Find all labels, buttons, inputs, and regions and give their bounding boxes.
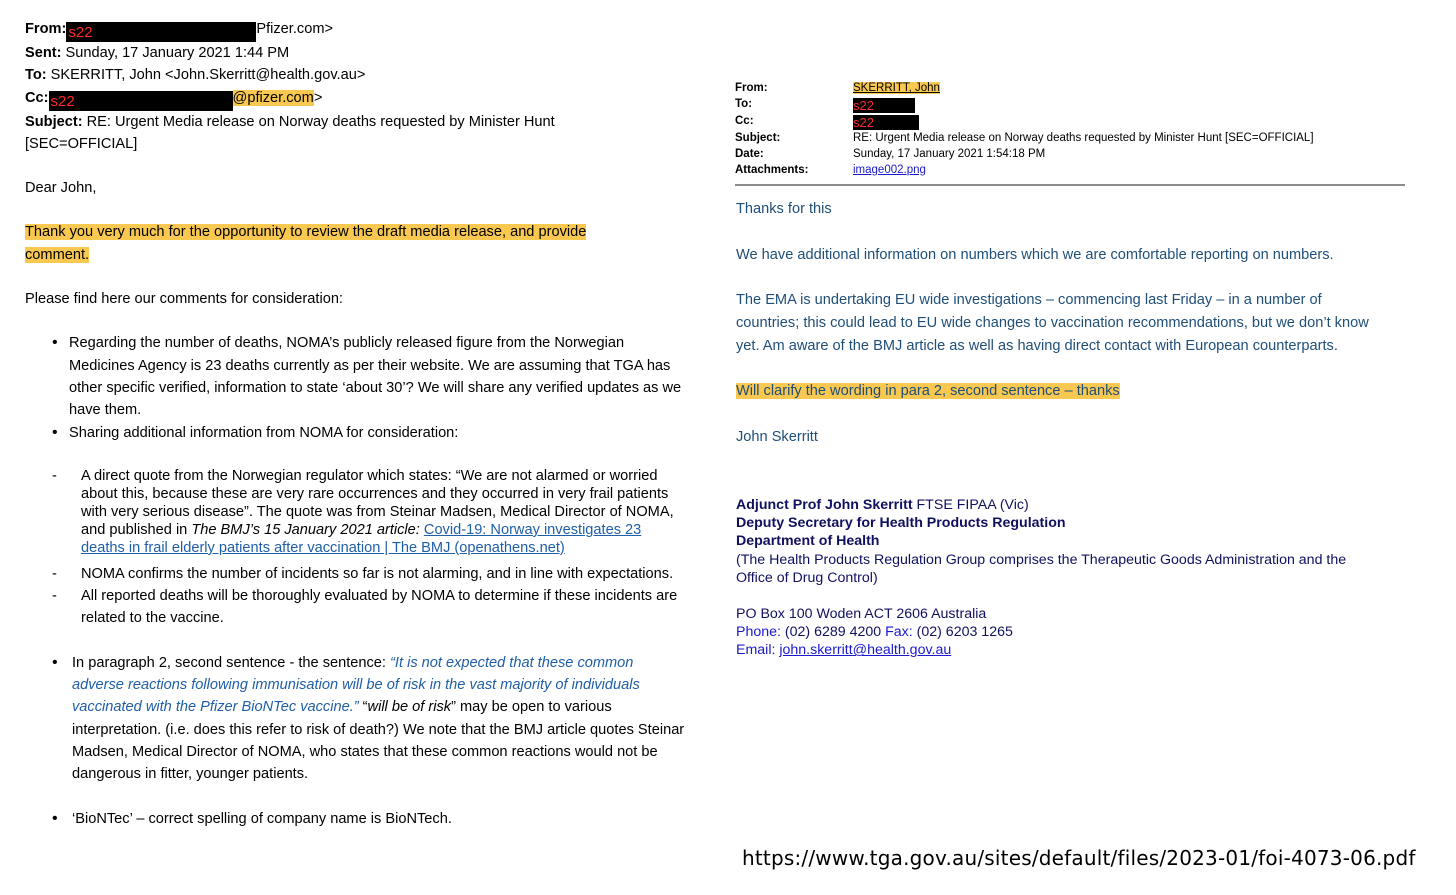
email-signature <box>736 496 1426 660</box>
header-divider <box>735 184 1405 186</box>
redaction-code: s22 <box>853 115 874 130</box>
subject-value: RE: Urgent Media release on Norway deaths requested by Minister Hunt [SEC=OFFICIAL] <box>853 132 1314 144</box>
cc-label: Cc: <box>25 89 49 106</box>
thanks-paragraph <box>25 221 685 266</box>
from-row <box>735 80 1415 96</box>
dash-text: NOMA confirms the number of incidents so far is not alarming, and in line with expectations. <box>81 565 674 582</box>
sent-label: Sent: <box>25 45 62 61</box>
subject-tag: [SEC=OFFICIAL] <box>25 135 138 152</box>
to-label: To: <box>25 67 47 84</box>
attachment-link[interactable]: image002.png <box>853 164 926 176</box>
sig-department: Department of Health <box>736 533 880 550</box>
redaction-box <box>853 115 919 130</box>
thanks-line-2: comment. <box>25 246 90 263</box>
date-label: Date: <box>735 148 764 160</box>
from-row <box>25 18 685 42</box>
sig-name-row <box>736 496 1426 514</box>
comment-list-2 <box>25 652 685 786</box>
redaction-box <box>853 98 915 113</box>
phone-label: Phone: <box>736 624 781 641</box>
sig-name: Adjunct Prof John Skerritt <box>736 497 913 513</box>
skerritt-email-body <box>736 198 1416 449</box>
sig-group-note: (The Health Products Regulation Group comprises the Therapeutic Goods Administration and the Office of Drug Control) <box>736 551 1347 586</box>
body-ema: The EMA is undertaking EU wide investigations – commencing last Friday – in a number of countries; this could lead to EU wide changes to vaccination recommendations, but we don’t know yet. Am aware of the BMJ article as well as having direct contact with European counterparts. <box>736 292 1369 354</box>
sig-phone-row <box>736 623 1426 641</box>
signoff: John Skerritt <box>736 428 818 445</box>
source-url: https://www.tga.gov.au/sites/default/files/2023-01/foi-4073-06.pdf <box>742 846 1416 870</box>
redaction-code: s22 <box>68 24 93 41</box>
body-numbers: We have additional information on numbers which we are comfortable reporting on numbers. <box>736 246 1334 263</box>
list-item: • ‘BioNTec’ – correct spelling of company name is BioNTech. <box>25 808 685 830</box>
sig-title: Deputy Secretary for Health Products Regulation <box>736 515 1066 532</box>
comment-list-3 <box>25 808 685 830</box>
email-header <box>25 18 685 155</box>
attachments-label: Attachments: <box>735 164 809 176</box>
dash-text: All reported deaths will be thoroughly evaluated by NOMA to determine if these incidents are related to the vaccine. <box>81 588 678 627</box>
bullet-text: In paragraph 2, second sentence - the sentence: <box>72 654 391 671</box>
dash-item <box>25 585 685 630</box>
to-row <box>25 64 685 86</box>
subject-label: Subject: <box>735 132 781 144</box>
from-label: From: <box>25 21 67 37</box>
cc-row <box>25 87 685 111</box>
subject-label: Subject: <box>25 113 83 130</box>
sent-row <box>25 42 685 64</box>
dash-mark: - <box>52 467 57 484</box>
intro-line: Please find here our comments for consideration: <box>25 291 343 308</box>
date-row <box>735 146 1415 162</box>
article-reference: The BMJ’s 15 January 2021 article: <box>191 521 424 538</box>
redaction-code: s22 <box>853 98 874 113</box>
date-value: Sunday, 17 January 2021 1:54:18 PM <box>853 148 1046 160</box>
cc-tail: > <box>313 89 323 106</box>
list-item: • Sharing additional information from NOMA for consideration: <box>25 422 685 444</box>
cc-row <box>735 113 1415 130</box>
to-value: SKERRITT, John <John.Skerritt@health.gov.au> <box>50 67 366 84</box>
thanks-line-1: Thank you very much for the opportunity to review the draft media release, and provide <box>25 224 587 241</box>
attachments-row <box>735 162 1415 178</box>
from-value: SKERRITT, John <box>853 82 940 94</box>
dash-item <box>25 467 685 557</box>
body-thanks: Thanks for this <box>736 201 832 217</box>
quoted-phrase: will be of risk <box>367 699 452 716</box>
from-domain: Pfizer.com> <box>256 21 334 37</box>
sig-address: PO Box 100 Woden ACT 2606 Australia <box>736 606 987 623</box>
pfizer-email <box>25 18 685 830</box>
sig-email-row <box>736 641 1426 659</box>
fax-label: Fax: <box>885 624 913 641</box>
phone-value: (02) 6289 4200 <box>780 624 886 641</box>
sent-value: Sunday, 17 January 2021 1:44 PM <box>65 45 290 61</box>
sig-postnominals: FTSE FIPAA (Vic) <box>912 497 1029 513</box>
cc-label: Cc: <box>735 115 754 127</box>
redaction-box <box>66 22 256 42</box>
bullet-text: ” may be open to various interpretation. (i.e. does this refer to risk of death?) We note that the BMJ article quotes Steinar Madsen, Medical Director of NOMA, who states that these common reactions would not be dangerous in fitter, younger patients. <box>72 699 685 783</box>
dash-mark: - <box>52 588 57 605</box>
redaction-box <box>49 91 233 111</box>
body-clarify: Will clarify the wording in para 2, second sentence – thanks <box>736 383 1120 400</box>
fax-value: (02) 6203 1265 <box>912 624 1013 641</box>
quoted-sentence: “It is not expected that these common adverse reactions following immunisation will be of risk in the vast majority of individuals vaccinated with the Pfizer BioNTec vaccine.” <box>72 654 640 716</box>
email-link[interactable]: john.skerritt@health.gov.au <box>779 642 952 659</box>
skerritt-email-header <box>735 80 1415 178</box>
from-label: From: <box>735 82 768 94</box>
greeting: Dear John, <box>25 180 97 197</box>
to-row <box>735 96 1415 113</box>
email-label: Email: <box>736 642 780 659</box>
dash-mark: - <box>52 565 57 582</box>
dash-item <box>25 563 685 585</box>
bmj-article-link[interactable]: Covid-19: Norway investigates 23 deaths in frail elderly patients after vaccination | The BMJ (openathens.net) <box>81 521 642 556</box>
cc-domain: @pfizer.com <box>232 89 314 106</box>
subject-row <box>25 111 685 133</box>
comment-list <box>25 332 685 443</box>
redaction-code: s22 <box>50 92 75 110</box>
dash-text: A direct quote from the Norwegian regulator which states: “We are not alarmed or worried about this, because these are very rare occurrences and they occurred in very frail patients with very serious disease”. The quote was from Steinar Madsen, Medical Director of NOMA, and published in <box>81 467 674 538</box>
quote-open: “ <box>358 699 368 716</box>
subject-row <box>735 130 1415 146</box>
subject-value: RE: Urgent Media release on Norway deaths requested by Minister Hunt <box>86 113 555 130</box>
to-label: To: <box>735 98 753 110</box>
list-item: • Regarding the number of deaths, NOMA’s publicly released figure from the Norwegian Medicines Agency is 23 deaths currently as per their website. We are assuming that TGA has other specific verified, information to state ‘about 30’? We will share any verified updates as we have them. <box>25 332 685 421</box>
list-item <box>25 652 685 786</box>
